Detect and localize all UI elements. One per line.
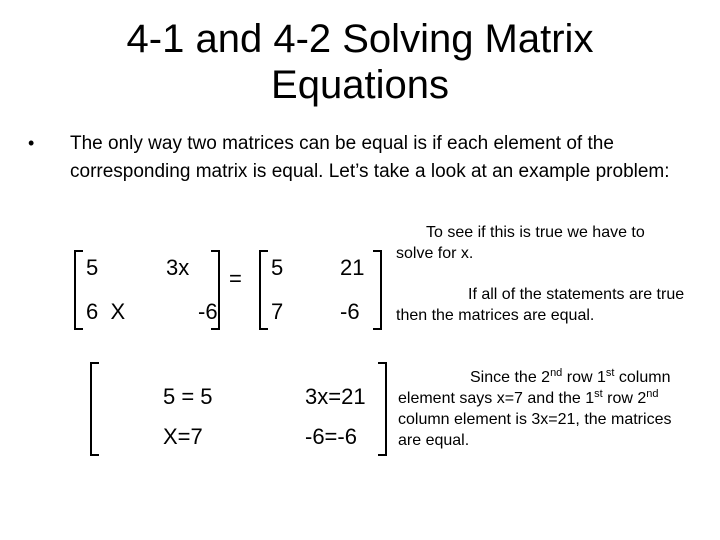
bullet-text: The only way two matrices can be equal is if each element of the corresponding matrix is equal. Let’s take a look at an example problem: (70, 133, 670, 182)
note-conclusion-part-4: row 2 (602, 390, 647, 407)
right-matrix-r2c2: -6 (340, 299, 360, 324)
title-line-2: Equations (271, 63, 449, 107)
left-matrix-r1c1: 5 (86, 255, 99, 280)
solution-bracket-left (90, 362, 99, 456)
note-conclusion (398, 367, 693, 451)
solution-r2c2: -6=-6 (305, 424, 357, 449)
equals-sign: = (229, 266, 242, 291)
right-matrix-r2c1: 7 (271, 299, 284, 324)
note-conclusion-sup-2: st (605, 367, 615, 379)
note-conclusion-part-3: column element says x=7 and the 1 (398, 369, 671, 407)
note-solve-for-x: To see if this is true we have to solve for x. (396, 224, 645, 262)
left-matrix-bracket-right (211, 250, 220, 330)
left-matrix-r2c1: 6 X (86, 299, 126, 324)
title-line-1: 4-1 and 4-2 Solving Matrix (126, 17, 594, 61)
solution-r1c2: 3x=21 (305, 384, 366, 409)
bullet-dot: • (28, 133, 35, 153)
right-matrix-r1c1: 5 (271, 255, 284, 280)
solution-r1c1: 5 = 5 (163, 384, 213, 409)
solution-bracket-right (378, 362, 387, 456)
note-conclusion-sup-3: st (594, 388, 603, 400)
right-matrix-bracket-right (373, 250, 382, 330)
note-conclusion-part-1: Since the 2 (470, 369, 551, 386)
note-conclusion-part-5: column element is 3x=21, the matrices are equal. (398, 411, 672, 449)
left-matrix-r2c2: -6 (198, 299, 218, 324)
note-conclusion-part-2: row 1 (562, 369, 606, 386)
right-matrix-r1c2: 21 (340, 255, 365, 280)
slide-title (60, 16, 660, 108)
note-conclusion-sup-1: nd (550, 367, 563, 379)
solution-r2c1: X=7 (163, 424, 203, 449)
left-matrix-r1c2: 3x (166, 255, 190, 280)
right-matrix-bracket-left (259, 250, 268, 330)
left-matrix-bracket-left (74, 250, 83, 330)
note-statements-true: If all of the statements are true then the matrices are equal. (396, 286, 685, 324)
note-conclusion-sup-4: nd (646, 388, 659, 400)
